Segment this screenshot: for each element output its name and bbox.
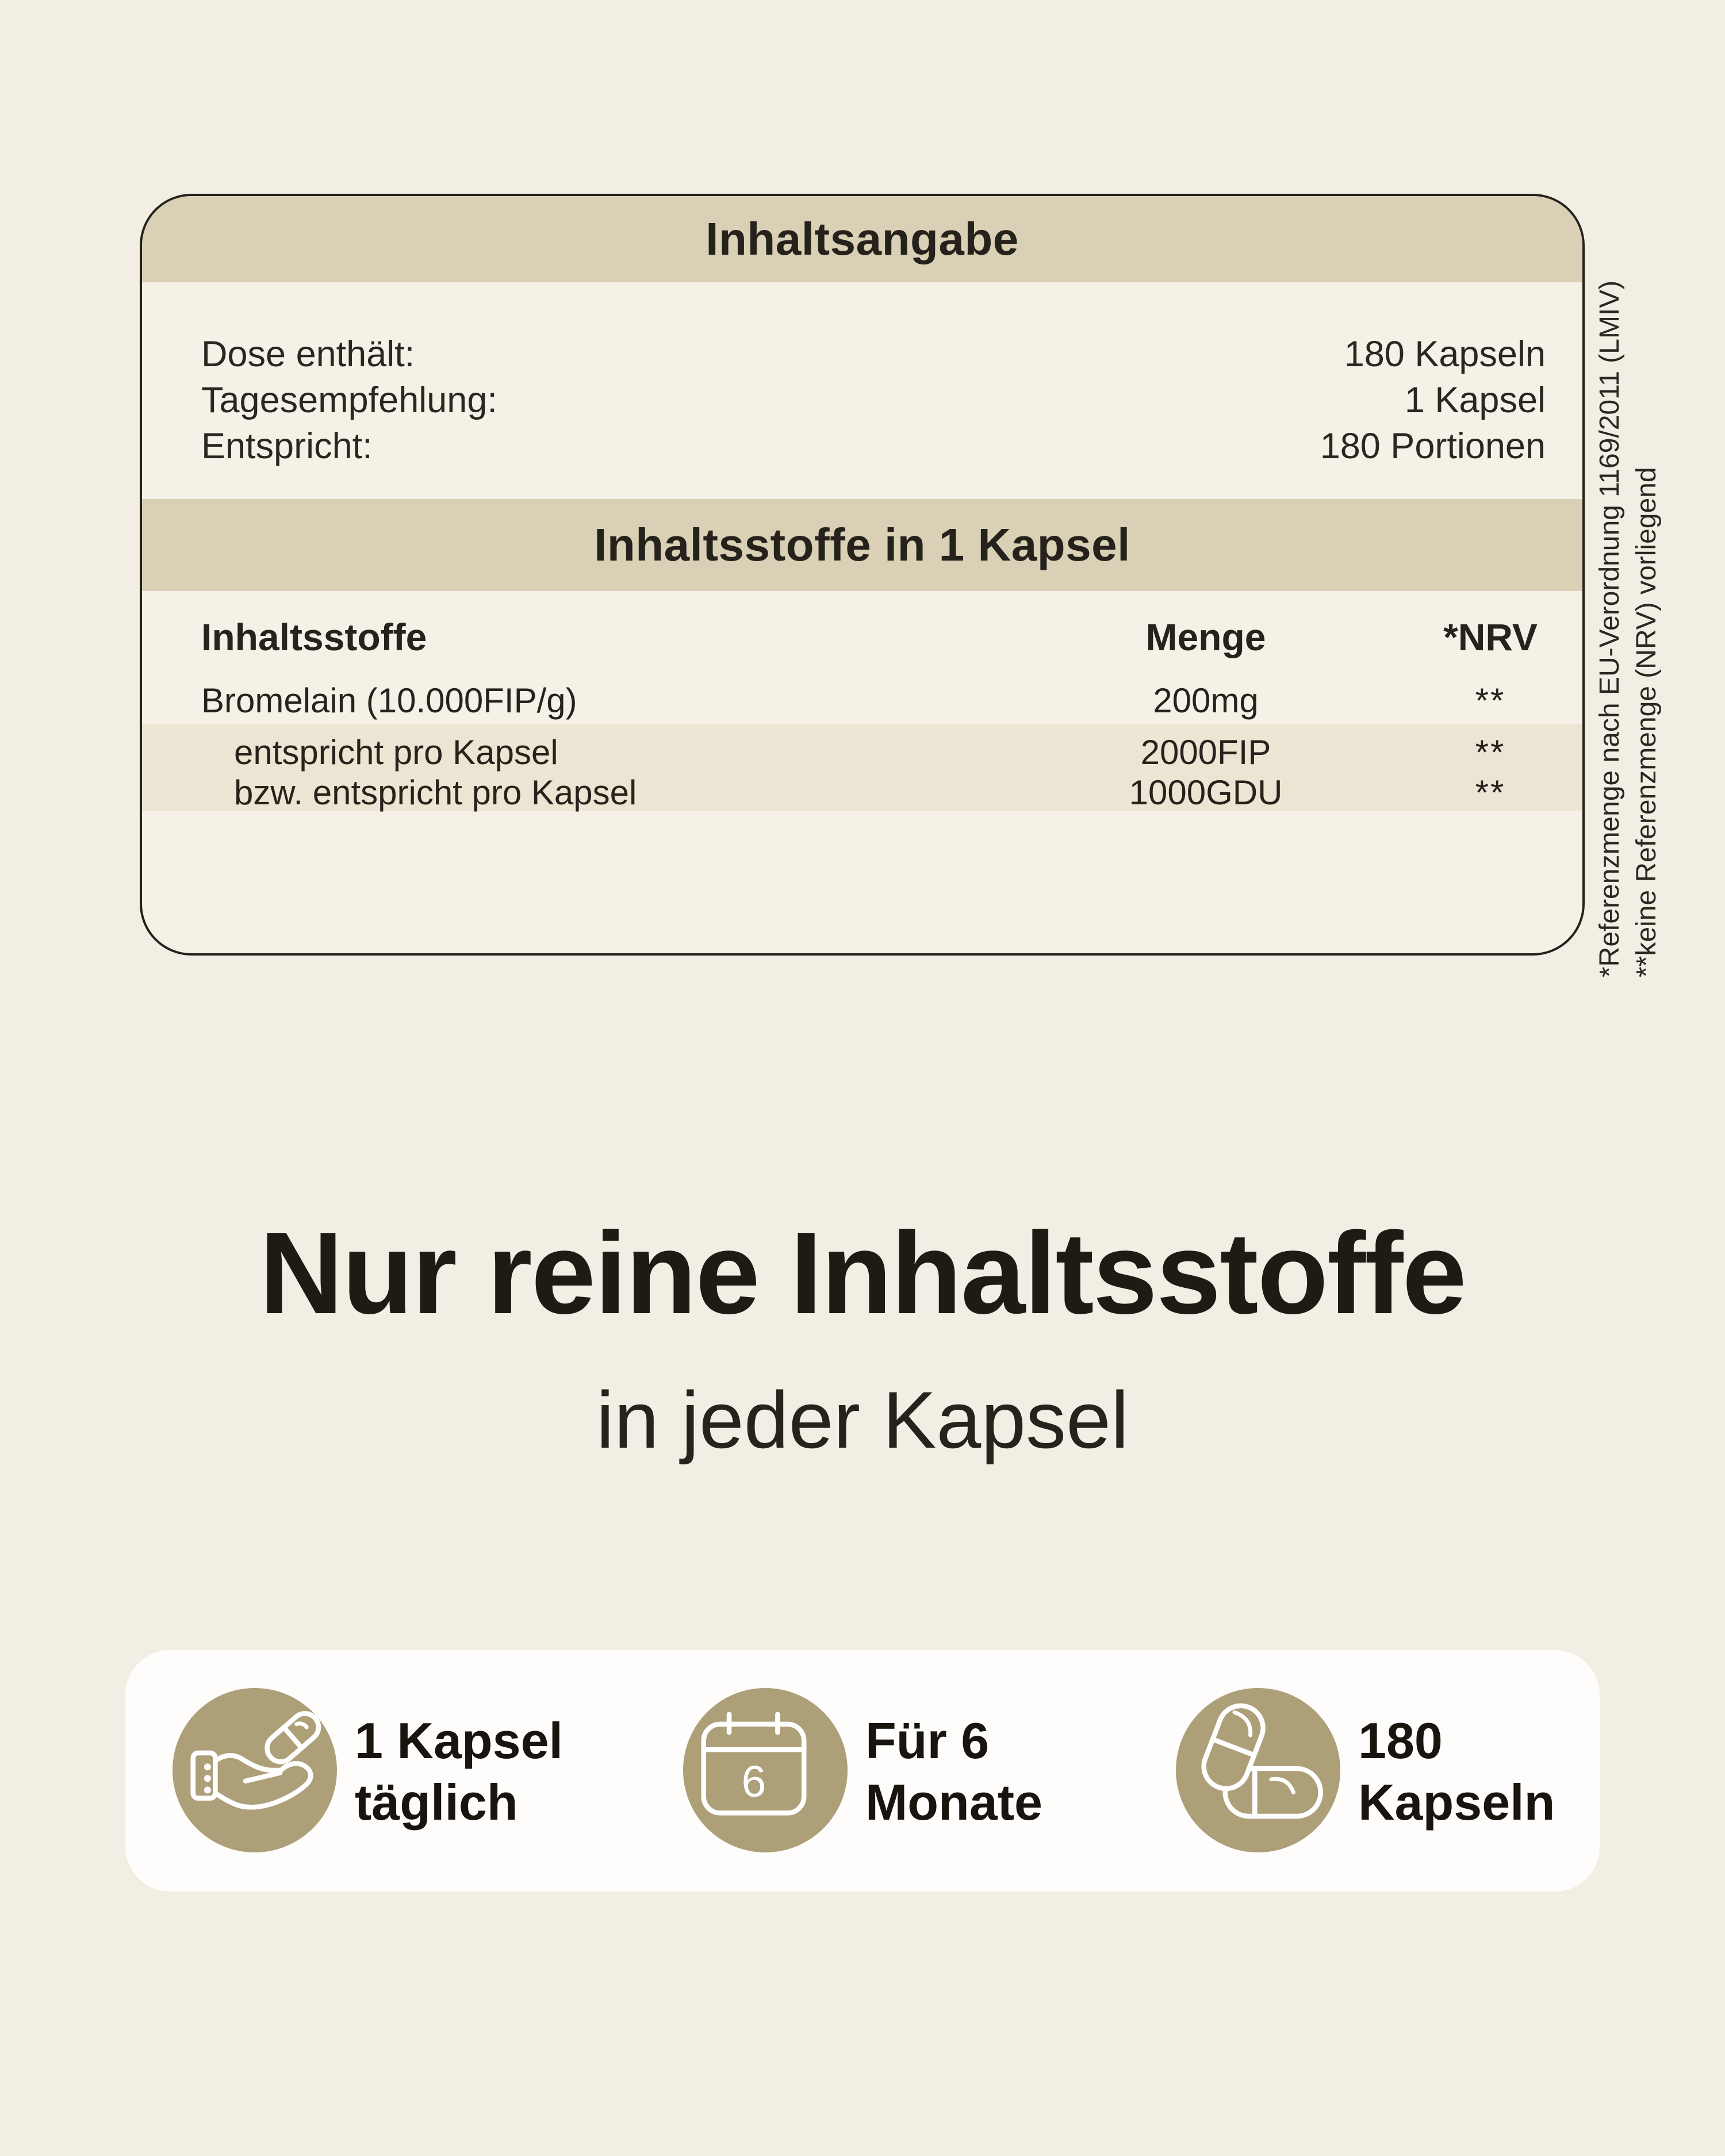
info-row xyxy=(201,331,1546,377)
benefit-line: Monate xyxy=(865,1774,1042,1831)
ingredient-nrv: ** xyxy=(1475,681,1506,720)
benefit-line: Kapseln xyxy=(1358,1774,1555,1831)
benefit-label xyxy=(865,1710,1042,1833)
column-header-ingredient: Inhaltsstoffe xyxy=(201,616,427,658)
footnote-reference: *Referenzmenge nach EU-Verordnung 1169/2011 (LMIV) xyxy=(1594,280,1625,977)
info-value: 180 Portionen xyxy=(1320,426,1546,466)
info-label: Entspricht: xyxy=(201,426,373,466)
benefit-line: 180 xyxy=(1358,1712,1443,1769)
card-title-bar xyxy=(142,196,1582,282)
table-row xyxy=(142,770,1582,815)
benefit-line: täglich xyxy=(355,1774,518,1831)
page-title: Nur reine Inhaltsstoffe xyxy=(259,1208,1466,1338)
ingredient-name: Bromelain (10.000FIP/g) xyxy=(201,681,577,720)
ingredient-amount: 2000FIP xyxy=(1140,732,1271,772)
info-row xyxy=(201,377,1546,423)
section-title: Inhaltsstoffe in 1 Kapsel xyxy=(594,519,1130,570)
table-row xyxy=(142,730,1582,774)
table-header-row xyxy=(142,614,1582,660)
hand-capsule-icon xyxy=(172,1688,337,1852)
info-value: 180 Kapseln xyxy=(1344,334,1546,374)
column-header-amount: Menge xyxy=(1145,616,1266,658)
benefit-label xyxy=(355,1710,563,1833)
calendar-number: 6 xyxy=(741,1756,766,1806)
ingredient-amount: 200mg xyxy=(1153,681,1259,720)
ingredient-name: entspricht pro Kapsel xyxy=(234,732,558,772)
benefit-icon-circle xyxy=(172,1688,337,1852)
benefit-line: Für 6 xyxy=(865,1712,990,1769)
ingredient-nrv: ** xyxy=(1475,732,1506,772)
section-title-bar xyxy=(142,499,1582,591)
column-header-nrv: *NRV xyxy=(1443,616,1538,658)
ingredient-nrv: ** xyxy=(1475,773,1506,812)
benefit-icon-circle xyxy=(683,1688,848,1852)
capsules-icon xyxy=(1176,1688,1340,1852)
footnote-nrv: **keine Referenzmenge (NRV) vorliegend xyxy=(1631,467,1662,977)
info-value: 1 Kapsel xyxy=(1404,380,1546,420)
ingredient-amount: 1000GDU xyxy=(1129,773,1283,812)
card-title: Inhaltsangabe xyxy=(706,213,1019,264)
calendar-icon xyxy=(683,1688,848,1852)
ingredient-name: bzw. entspricht pro Kapsel xyxy=(234,773,637,812)
benefits-card xyxy=(125,1650,1600,1892)
info-label: Tagesempfehlung: xyxy=(201,380,497,420)
info-label: Dose enthält: xyxy=(201,334,415,374)
diagonal-capsule xyxy=(1197,1700,1269,1796)
page-subtitle: in jeder Kapsel xyxy=(596,1375,1129,1465)
info-row xyxy=(201,423,1546,469)
benefit-line: 1 Kapsel xyxy=(355,1712,563,1769)
benefit-label xyxy=(1358,1710,1555,1833)
supplement-facts-card xyxy=(140,194,1585,956)
table-row xyxy=(142,678,1582,723)
benefit-icon-circle xyxy=(1176,1688,1340,1852)
